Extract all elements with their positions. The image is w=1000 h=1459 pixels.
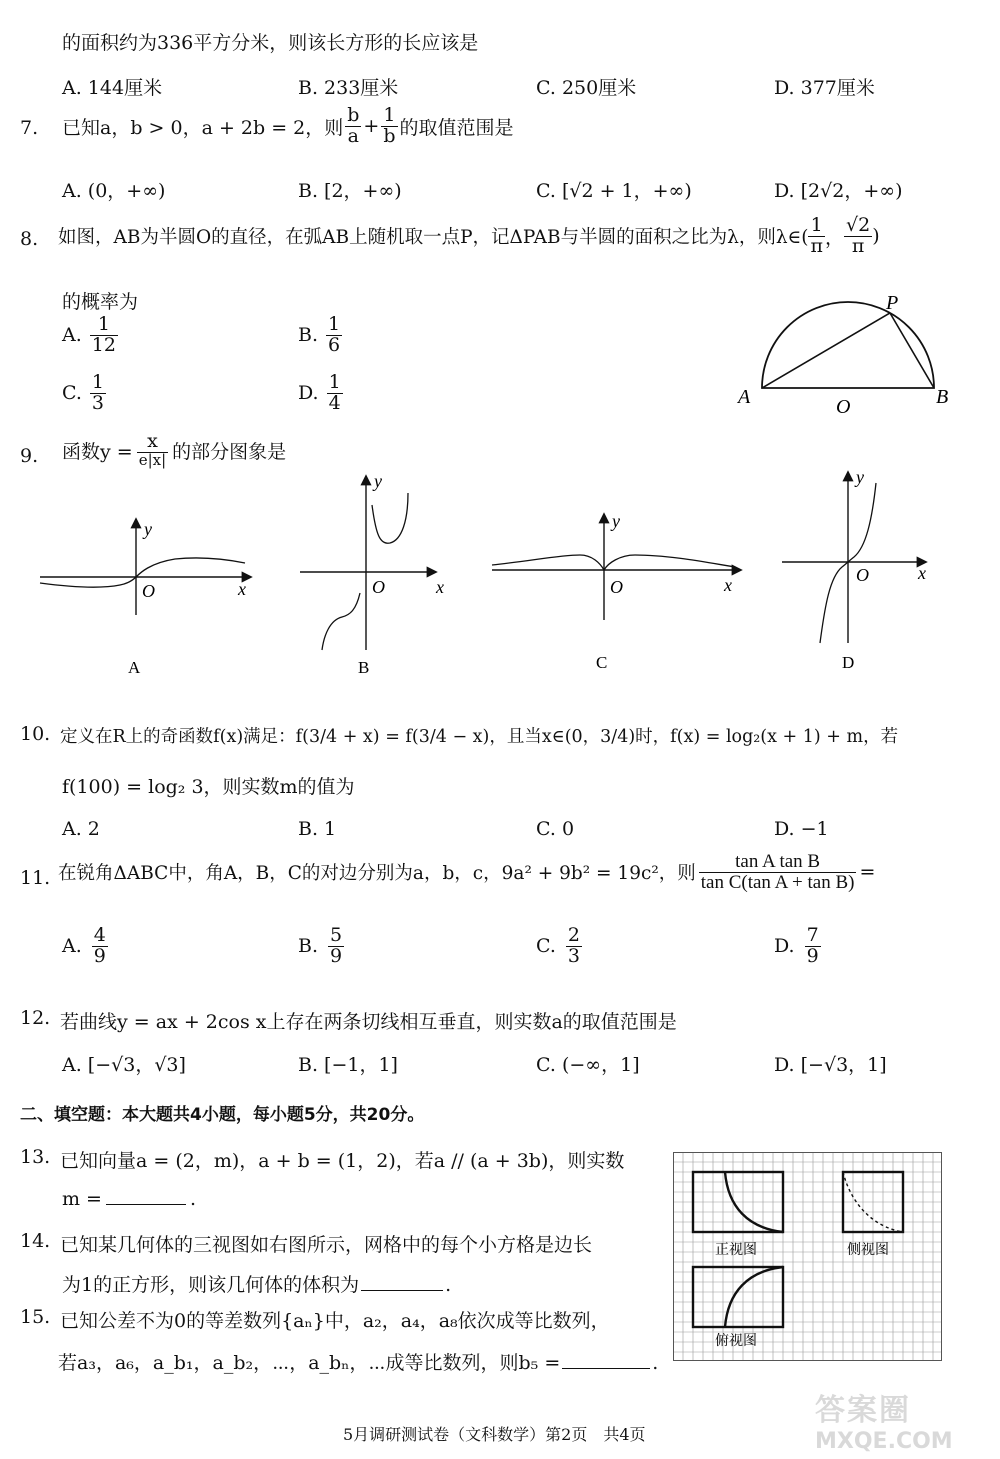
q10-option-c: C. 0 (536, 818, 575, 840)
label-a: A (738, 386, 751, 408)
graph-label-b: B (358, 658, 370, 677)
section-2-header: 二、填空题：本大题共4小题，每小题5分，共20分。 (20, 1105, 425, 1125)
q8-option-b: B. $\frac{1}{6}$ (298, 313, 341, 356)
q7-number: 7. (20, 117, 39, 139)
q7-option-d: D. [2√2，+∞) (774, 180, 903, 202)
svg-text:O: O (372, 577, 385, 597)
q7-frac-1-over-b: $\frac{1}{b}$ (383, 104, 396, 147)
q11-stem: 在锐角ΔABC中，角A，B，C的对边分别为a，b，c，9a² + 9b² = 19c²，则 $\frac{\text{tan A tan B}}{\text{tan C(tan A + tan B)}}$ = (58, 851, 876, 893)
side-view-label: 侧视图 (847, 1242, 889, 1258)
q10-option-b: B. 1 (298, 818, 337, 840)
svg-text:x: x (238, 579, 246, 599)
q8-frac-root2-pi: $\frac{√2}{\pi}$ (845, 214, 871, 257)
q11-option-b: B. $\frac{5}{9}$ (298, 924, 343, 967)
graph-a (40, 519, 250, 677)
q6-option-a: A. 144厘米 (62, 77, 163, 99)
q12-option-b: B. [−1，1] (298, 1054, 398, 1076)
label-p: P (886, 292, 899, 314)
top-view-label: 俯视图 (715, 1333, 757, 1349)
graph-label-c: C (596, 653, 608, 672)
q10-option-a: A. 2 (62, 818, 100, 840)
top-view-box (693, 1267, 783, 1327)
svg-text:O: O (610, 577, 623, 597)
q11-option-a: A. $\frac{4}{9}$ (62, 924, 106, 967)
q9-stem: 函数y = $\frac{x}{e|x|}$ 的部分图象是 (62, 430, 287, 469)
q8-frac-1-pi: $\frac{1}{\pi}$ (810, 214, 823, 257)
q9-graphs (30, 465, 970, 685)
q6-option-c: C. 250厘米 (536, 77, 637, 99)
graph-d (782, 467, 926, 672)
q14-answer-line: 为1的正方形，则该几何体的体积为 . (62, 1274, 452, 1296)
watermark-logo (815, 1385, 995, 1459)
graph-b (300, 471, 444, 677)
q12-option-d: D. [−√3，1] (774, 1054, 887, 1076)
q8-option-a: A. $\frac{1}{12}$ (62, 313, 116, 356)
q7-post: 的取值范围是 (399, 116, 514, 139)
svg-text:x: x (918, 563, 926, 583)
label-b: B (936, 386, 949, 408)
q15-number: 15. (20, 1306, 51, 1328)
q7-stem: 已知a，b > 0，a + 2b = 2，则 $\frac{b}{a}$ + $\frac{1}{b}$ 的取值范围是 (62, 104, 514, 147)
q11-frac: $\frac{\text{tan A tan B}}{\text{tan C(tan A + tan B)}}$ (700, 851, 855, 893)
q7-option-a: A. (0，+∞) (62, 180, 166, 202)
q11-option-c: C. $\frac{2}{3}$ (536, 924, 580, 967)
q8-text2: 的概率为 (62, 291, 139, 313)
q15-answer-line: 若a₃，a₆，a_b₁，a_b₂，⋯，a_bₙ，⋯成等比数列，则b₅ = . (58, 1352, 659, 1374)
q8-text: 如图，AB为半圆O的直径，在弧AB上随机取一点P，记ΔPAB与半圆的面积之比为λ，则λ∈( (58, 227, 809, 249)
label-o: O (836, 396, 851, 418)
q14-line1: 已知某几何体的三视图如右图所示，网格中的每个小方格是边长 (60, 1234, 593, 1256)
q10-number: 10. (20, 723, 51, 745)
svg-text:y: y (612, 511, 620, 531)
q11-option-d: D. $\frac{7}{9}$ (774, 924, 819, 967)
front-view-label: 正视图 (715, 1242, 757, 1258)
q15-line1: 已知公差不为0的等差数列{aₙ}中，a₂，a₄，a₈依次成等比数列， (60, 1310, 610, 1332)
q7-pre: 已知a，b > 0，a + 2b = 2，则 (62, 116, 344, 139)
q13-answer-line: m = . (62, 1188, 197, 1210)
svg-text:O: O (856, 565, 869, 585)
q12-text: 若曲线y = ax + 2cos x上存在两条切线相互垂直，则实数a的取值范围是 (60, 1011, 677, 1033)
svg-text:x: x (724, 575, 732, 595)
q14-number: 14. (20, 1230, 51, 1252)
graph-c (492, 511, 740, 672)
q9-number: 9. (20, 445, 39, 467)
svg-text:y: y (144, 519, 152, 539)
q10-line1: 定义在R上的奇函数f(x)满足：f(3/4 + x) = f(3/4 − x)，且当x∈(0，3/4)时，f(x) = log₂(x + 1) + m，若 (60, 727, 899, 747)
q7-option-b: B. [2，+∞) (298, 180, 402, 202)
svg-text:O: O (142, 581, 155, 601)
q13-number: 13. (20, 1146, 51, 1168)
q11-number: 11. (20, 867, 51, 889)
graph-label-a: A (128, 658, 141, 677)
three-views-figure (673, 1152, 943, 1362)
q6-option-d: D. 377厘米 (774, 77, 875, 99)
watermark-url: MXQE.COM (815, 1429, 953, 1454)
svg-text:x: x (436, 577, 444, 597)
q12-option-c: C. (−∞，1] (536, 1054, 640, 1076)
q10-line2: f(100) = log₂ 3，则实数m的值为 (62, 776, 355, 798)
q14-blank[interactable] (361, 1290, 443, 1291)
watermark-title: 答案圈 (815, 1393, 911, 1428)
q13-blank[interactable] (106, 1204, 186, 1205)
q8-stem: 如图，AB为半圆O的直径，在弧AB上随机取一点P，记ΔPAB与半圆的面积之比为λ，则λ∈( $\frac{1}{\pi}$ ， $\frac{√2}{\pi}$ ) (58, 214, 880, 257)
q12-option-a: A. [−√3，√3] (62, 1054, 186, 1076)
svg-text:y: y (856, 467, 864, 487)
q8-semicircle-figure (730, 285, 970, 420)
q8-number: 8. (20, 228, 39, 250)
q12-number: 12. (20, 1007, 51, 1029)
q8-option-d: D. $\frac{1}{4}$ (298, 371, 341, 414)
graph-label-d: D (842, 653, 855, 672)
q10-option-d: D. −1 (774, 818, 829, 840)
q13-line1: 已知向量a = (2，m)，a + b = (1，2)，若a // (a + 3b)，则实数 (60, 1150, 625, 1172)
q8-option-c: C. $\frac{1}{3}$ (62, 371, 104, 414)
q7-frac-b-over-a: $\frac{b}{a}$ (347, 104, 360, 147)
q6-option-b: B. 233厘米 (298, 77, 399, 99)
q9-frac: $\frac{x}{e|x|}$ (138, 430, 167, 469)
q7-option-c: C. [√2 + 1，+∞) (536, 180, 692, 202)
q6-text: 的面积约为336平方分米，则该长方形的长应该是 (62, 32, 479, 54)
q15-blank[interactable] (562, 1368, 650, 1369)
svg-text:y: y (374, 471, 382, 491)
page-footer: 5月调研测试卷（文科数学）第2页 共4页 (343, 1425, 646, 1444)
